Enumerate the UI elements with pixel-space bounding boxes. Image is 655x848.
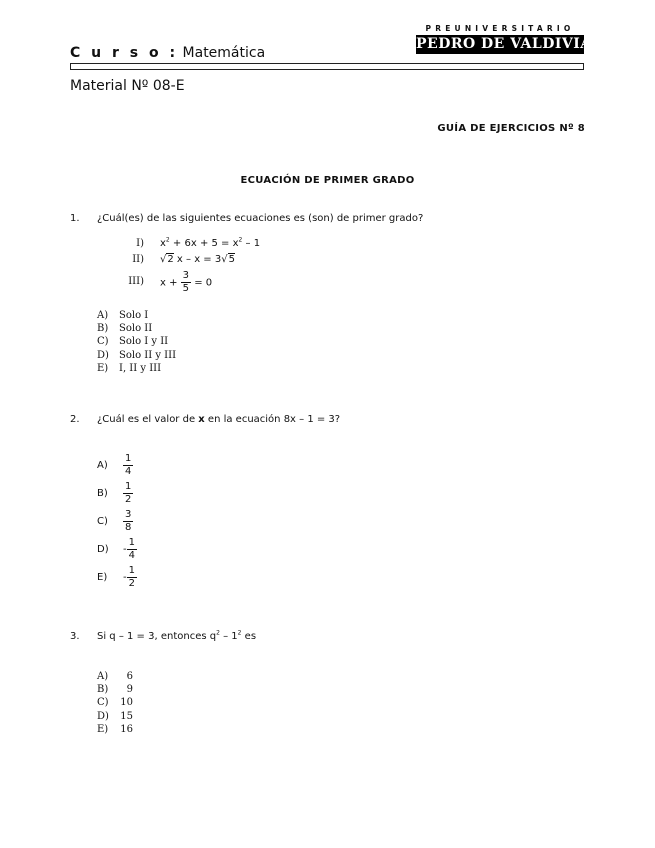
logo-main-text: PEDRO DE VALDIVIA bbox=[416, 36, 592, 52]
option-row bbox=[97, 710, 133, 723]
option-text: Solo II bbox=[119, 323, 153, 335]
option-letter: A) bbox=[97, 671, 109, 682]
option-sign: - bbox=[123, 572, 127, 583]
institution-logo bbox=[416, 24, 592, 54]
material-number: Material Nº 08-E bbox=[70, 78, 185, 94]
statement-1-equation: $x^2 + 6x + 5 = x^2 - 1$ bbox=[160, 236, 261, 249]
logo-top-text: PREUNIVERSITARIO bbox=[425, 24, 575, 33]
option-text: I, II y III bbox=[119, 362, 162, 374]
option-text: 10 bbox=[120, 697, 133, 709]
option-text: 15 bbox=[120, 710, 133, 722]
option-denominator: 2 bbox=[125, 494, 132, 505]
option-row bbox=[97, 696, 133, 709]
option-letter: D) bbox=[97, 544, 109, 555]
option-text: 6 bbox=[126, 671, 133, 682]
option-letter: D) bbox=[97, 349, 109, 361]
statement-3-equation: x + $\frac{3}{5}$ = 0 bbox=[160, 270, 213, 294]
course-heading bbox=[70, 45, 265, 61]
question-1-options bbox=[97, 309, 176, 375]
option-letter: D) bbox=[97, 710, 109, 722]
question-2-text-before: ¿Cuál es el valor de bbox=[97, 414, 199, 425]
course-label: C u r s o : bbox=[70, 45, 179, 61]
course-value: Matemática bbox=[182, 45, 266, 61]
option-denominator: 4 bbox=[125, 466, 132, 477]
option-numerator: 1 bbox=[128, 537, 135, 548]
question-2-option-e bbox=[97, 565, 137, 590]
question-2-variable: x bbox=[198, 414, 205, 425]
option-letter: B) bbox=[97, 684, 109, 696]
question-2-option-d bbox=[97, 537, 137, 562]
statement-3-label: III) bbox=[128, 276, 144, 287]
option-row bbox=[97, 670, 133, 683]
statement-2-label: II) bbox=[132, 254, 144, 265]
question-2-number: 2. bbox=[70, 414, 80, 425]
option-letter: A) bbox=[97, 460, 108, 471]
statement-3 bbox=[104, 270, 304, 302]
option-row bbox=[97, 362, 176, 375]
option-letter: B) bbox=[97, 488, 108, 499]
option-text: Solo II y III bbox=[119, 349, 177, 361]
guide-title: GUÍA DE EJERCICIOS Nº 8 bbox=[437, 123, 585, 134]
question-1-number: 1. bbox=[70, 213, 80, 224]
question-2-text-after: en la ecuación 8x – 1 = 3? bbox=[204, 414, 341, 425]
option-letter: A) bbox=[97, 310, 109, 321]
header-rule bbox=[70, 63, 584, 70]
option-text: Solo I y II bbox=[119, 336, 169, 348]
option-denominator: 4 bbox=[128, 550, 135, 561]
question-3-options bbox=[97, 670, 133, 736]
option-row bbox=[97, 335, 176, 348]
option-row bbox=[97, 349, 176, 362]
option-numerator: 1 bbox=[128, 565, 135, 576]
question-3-text: Si q – 1 = 3, entonces $q^2 - 1^2$ es bbox=[97, 629, 257, 642]
option-text: 9 bbox=[126, 684, 133, 696]
option-row bbox=[97, 723, 133, 736]
option-letter: C) bbox=[97, 336, 109, 348]
section-title: ECUACIÓN DE PRIMER GRADO bbox=[240, 175, 415, 186]
option-text: 16 bbox=[120, 723, 133, 735]
option-letter: C) bbox=[97, 516, 108, 527]
option-numerator: 3 bbox=[125, 509, 132, 520]
option-text: Solo I bbox=[119, 310, 149, 321]
question-1-text: ¿Cuál(es) de las siguientes ecuaciones es (son) de primer grado? bbox=[97, 213, 424, 224]
statement-2-equation: √2 x – x = 3√5 bbox=[160, 254, 235, 265]
option-numerator: 1 bbox=[125, 453, 132, 464]
option-denominator: 2 bbox=[128, 578, 135, 589]
question-2-text bbox=[97, 414, 340, 425]
question-3-number: 3. bbox=[70, 631, 80, 642]
question-2-option-b bbox=[97, 481, 133, 506]
option-denominator: 8 bbox=[125, 522, 132, 533]
question-2-option-c bbox=[97, 509, 133, 534]
option-sign: - bbox=[123, 544, 127, 555]
option-letter: B) bbox=[97, 323, 109, 335]
option-row bbox=[97, 322, 176, 335]
option-letter: C) bbox=[97, 697, 109, 709]
statement-1-label: I) bbox=[136, 238, 144, 249]
option-letter: E) bbox=[97, 723, 109, 735]
option-numerator: 1 bbox=[125, 481, 132, 492]
question-2-option-a bbox=[97, 453, 133, 478]
option-row bbox=[97, 683, 133, 696]
option-letter: E) bbox=[97, 572, 108, 583]
option-row bbox=[97, 309, 176, 322]
option-letter: E) bbox=[97, 362, 109, 374]
